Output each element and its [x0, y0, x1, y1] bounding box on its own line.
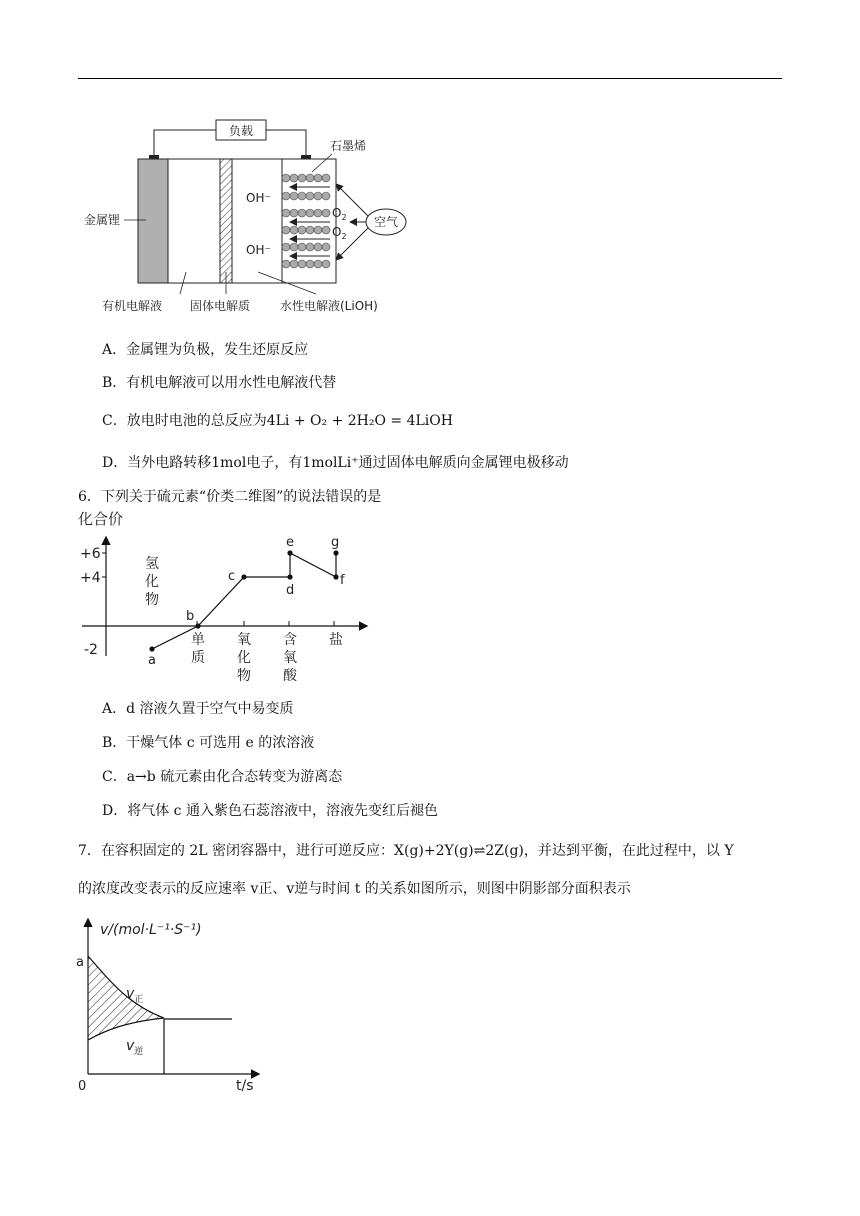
q6-label-g: g — [331, 535, 340, 550]
air-label: 空气 — [373, 215, 399, 229]
q6-point-a — [149, 646, 154, 651]
rate-time-graph — [74, 914, 274, 1092]
q6-cat-oxide: 氧化物 — [237, 632, 251, 684]
valence-class-chart — [76, 508, 376, 688]
q6-label-f: f — [340, 573, 345, 588]
q7-stem-line2: 的浓度改变表示的反应速率 v正、v逆与时间 t 的关系如图所示，则图中阴影部分面积表示 — [78, 881, 631, 897]
q7-equilibrium-arrow: ⇌ — [473, 843, 486, 859]
header-rule — [78, 78, 782, 79]
q7-origin: 0 — [78, 1079, 87, 1094]
q6-label-d: d — [286, 583, 295, 598]
q6-label-e: e — [286, 535, 294, 550]
q6-option-d: D．将气体 c 通入紫色石蕊溶液中，溶液先变红后褪色 — [102, 803, 438, 819]
q6-ytick-neg2: -2 — [84, 642, 98, 658]
q5-option-d-formula: 1molLi⁺ — [302, 455, 359, 471]
oh-top: OH⁻ — [246, 191, 271, 205]
q7-xlabel: t/s — [236, 1078, 254, 1094]
oh-bottom: OH⁻ — [246, 243, 271, 257]
q5-option-a: A．金属锂为负极，发生还原反应 — [102, 342, 309, 358]
q5-option-d — [102, 452, 569, 472]
load-label: 负载 — [228, 124, 254, 138]
q5-option-b: B．有机电解液可以用水性电解液代替 — [102, 375, 337, 391]
q5-option-c-prefix: C．放电时电池的总反应为 — [102, 413, 267, 429]
lithium-electrode — [138, 159, 168, 283]
q6-cat-hydride: 氢化物 — [145, 556, 159, 608]
q6-ylabel: 化合价 — [78, 510, 124, 528]
q5-option-c-formula: 4Li + O₂ + 2H₂O = 4LiOH — [266, 413, 453, 429]
o2-top: $O_2$ — [332, 206, 347, 222]
q6-point-e — [287, 550, 292, 555]
solid-electrolyte — [220, 159, 232, 283]
q7-stem-line1 — [78, 840, 734, 860]
q6-option-c: C．a→b 硫元素由化合态转变为游离态 — [102, 769, 343, 785]
q6-cat-salt: 盐 — [329, 632, 343, 648]
aqueous-label: 水性电解液(LiOH) — [280, 299, 378, 313]
q6-point-d — [287, 574, 292, 579]
q6-label-c: c — [228, 569, 236, 584]
battery-diagram — [80, 112, 410, 322]
q6-point-g — [333, 550, 338, 555]
external-circuit — [154, 130, 216, 157]
q6-label-b: b — [186, 609, 195, 624]
q7-vforward-label: $v_正$ — [126, 986, 144, 1005]
lithium-label: 金属锂 — [84, 213, 121, 227]
q6-line-e-f — [290, 553, 336, 577]
q5-option-c — [102, 410, 453, 430]
q7-vreverse-label: $v_逆$ — [126, 1038, 144, 1057]
q7-a-label: a — [76, 955, 84, 970]
q6-point-f — [333, 574, 338, 579]
o2-bottom: $O_2$ — [332, 225, 347, 241]
q5-option-d-suffix: 通过固体电解质向金属锂电极移动 — [358, 455, 569, 471]
q6-line-a-c — [152, 577, 290, 649]
q6-option-a: A．d 溶液久置于空气中易变质 — [102, 701, 294, 717]
graphene-label: 石墨烯 — [330, 139, 367, 153]
q6-ytick-4: +4 — [80, 570, 101, 586]
q6-point-c — [241, 574, 246, 579]
q6-stem: 6．下列关于硫元素“价类二维图”的说法错误的是 — [78, 489, 382, 505]
q7-ylabel: v/(mol·L⁻¹·S⁻¹) — [100, 922, 202, 938]
q7-stem-part2: 2Z(g)，并达到平衡，在此过程中，以 Y — [485, 843, 734, 859]
q5-option-d-prefix: D．当外电路转移1mol电子，有 — [102, 455, 303, 471]
q6-cat-element: 单质 — [191, 632, 205, 666]
q6-label-a: a — [148, 653, 156, 668]
q6-option-b: B．干燥气体 c 可选用 e 的浓溶液 — [102, 735, 315, 751]
q7-stem-part1: 7．在容积固定的 2L 密闭容器中，进行可逆反应：X(g)+2Y(g) — [78, 843, 474, 859]
solid-label: 固体电解质 — [190, 299, 251, 313]
q6-point-b — [195, 623, 200, 628]
q6-cat-oxyacid: 含氧酸 — [283, 632, 297, 684]
q6-ytick-6: +6 — [80, 546, 101, 562]
organic-label: 有机电解液 — [102, 299, 163, 313]
